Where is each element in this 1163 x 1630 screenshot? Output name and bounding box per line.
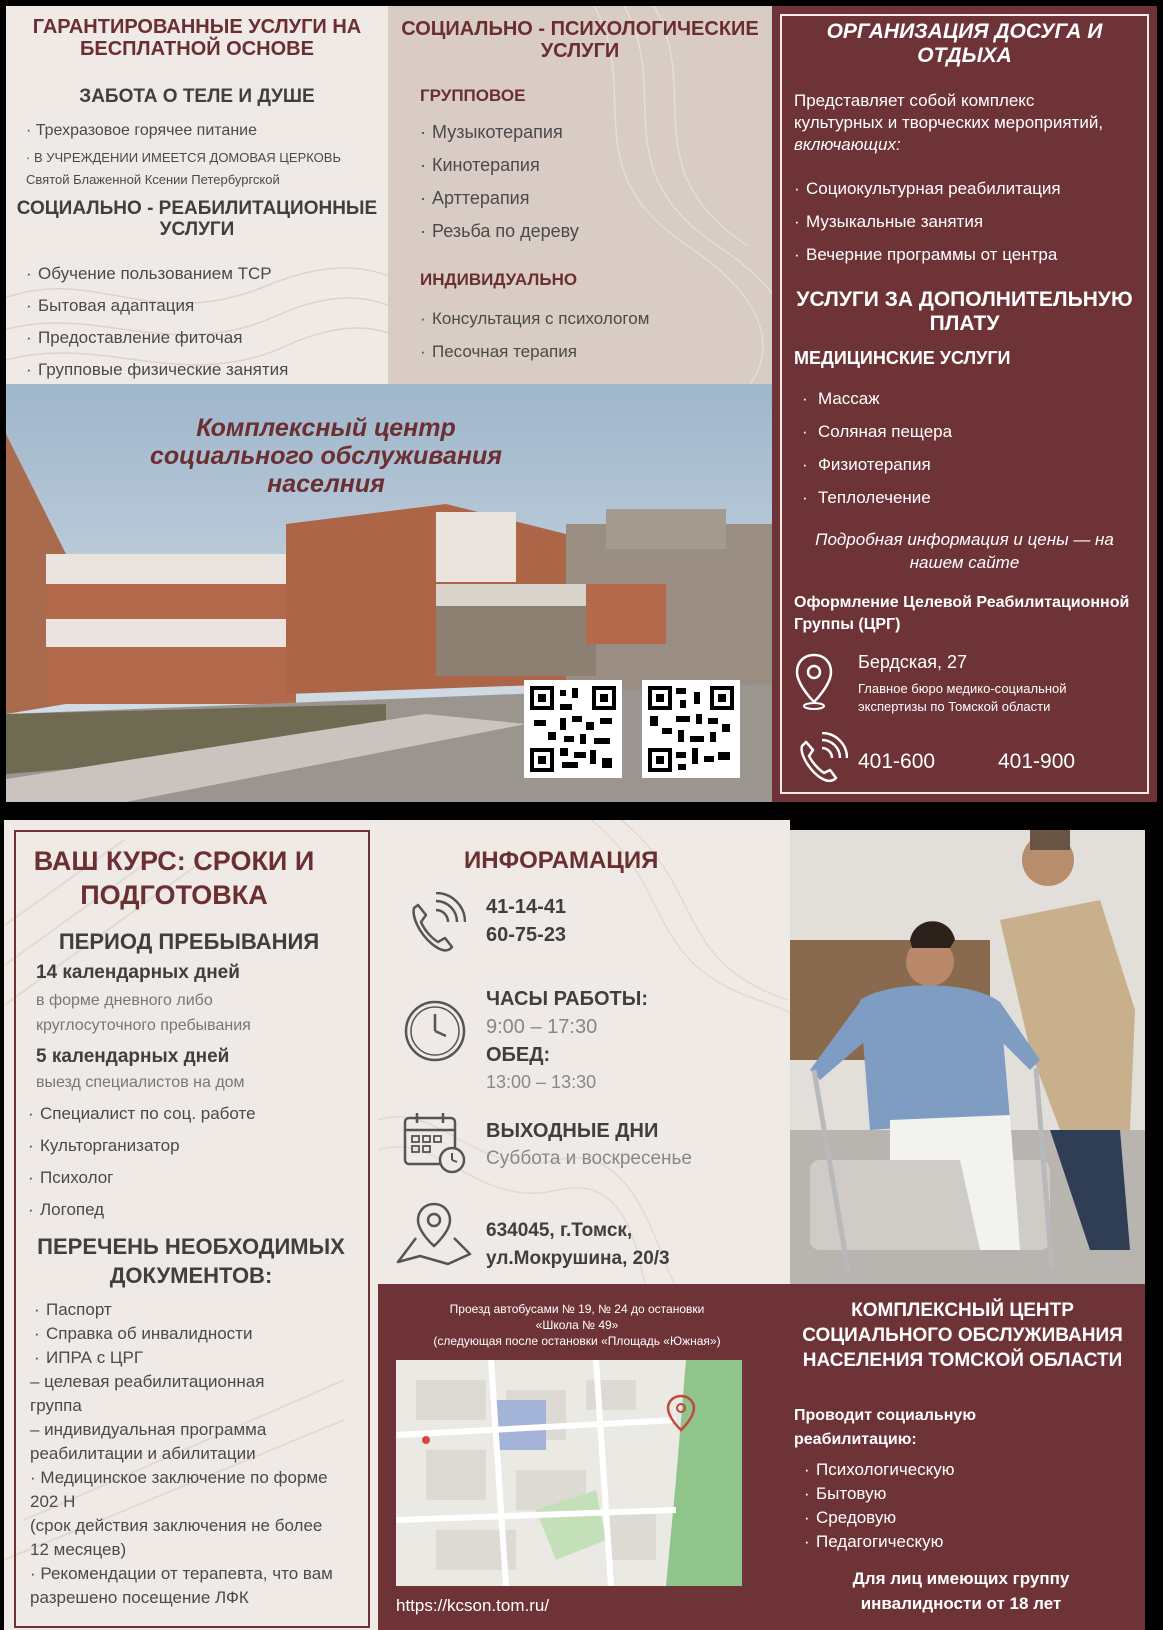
list-item: · Соляная пещера (802, 415, 952, 448)
bottom-col1 (4, 820, 378, 1630)
list-item: · Психолог (28, 1162, 256, 1194)
calendar-icon (402, 1110, 468, 1176)
rehab-list (26, 258, 288, 384)
list-item: · Справка об инвалидности (34, 1322, 252, 1346)
care-subtitle: ЗАБОТА О ТЕЛЕ И ДУШЕ (79, 86, 315, 107)
list-item: · Педагогическую (804, 1530, 955, 1554)
list-item: · Песочная терапия (420, 335, 649, 368)
list-item: · Физиотерапия (802, 448, 952, 481)
rehab-subtitle: СОЦИАЛЬНО - РЕАБИЛИТАЦИОННЫЕ УСЛУГИ (16, 198, 378, 241)
medical-title: МЕДИЦИНСКИЕ УСЛУГИ (794, 348, 1011, 368)
list-item: · Обучение пользованием ТСР (26, 258, 288, 290)
paid-services-title: УСЛУГИ ЗА ДОПОЛНИТЕЛЬНУЮ ПЛАТУ (796, 288, 1133, 335)
list-item: · Бытовая адаптация (26, 290, 288, 322)
photo-caption: Комплексный центр социального обслуживания населния (149, 414, 503, 498)
bus-note-line3: (следующая после остановки «Площадь «Южная») (433, 1334, 721, 1348)
bureau-name: Главное бюро медико-социальной экспертизы по Томской области (858, 681, 1067, 714)
list-item: · Резьба по дереву (420, 215, 579, 248)
list-item: · Социокультурная реабилитация (794, 172, 1061, 205)
medical-conclusion-note: (срок действия заключения не более 12 месяцев) (30, 1516, 323, 1559)
docs-list (34, 1298, 252, 1370)
work-hours: 9:00 – 17:30 (486, 1016, 598, 1038)
crg-explanation: – целевая реабилитационная группа (30, 1372, 265, 1415)
bus-note-line1: Проезд автобусами № 19, № 24 до остановки (449, 1302, 705, 1316)
weekend-days: Суббота и воскресенье (486, 1148, 692, 1169)
list-item: · Арттерапия (420, 182, 579, 215)
info-title: ИНФОРАМАЦИЯ (464, 847, 659, 874)
group-list (420, 116, 579, 248)
qr-pattern (530, 686, 616, 772)
days14-note: в форме дневного либо круглосуточного пребывания (36, 992, 251, 1034)
list-item: · Культорганизатор (28, 1130, 256, 1162)
phone-number[interactable]: 41-14-41 (486, 896, 567, 918)
phone-number[interactable]: 401-600 (858, 750, 936, 773)
crg-address: Бердская, 27 (858, 652, 967, 672)
phone-icon (792, 732, 848, 788)
qr-pattern (648, 686, 734, 772)
address-line2: ул.Мокрушина, 20/3 (486, 1248, 670, 1269)
building-photo (6, 384, 772, 802)
leisure-list (794, 172, 1061, 271)
location-pin-icon (794, 652, 834, 710)
medical-conclusion: · Медицинское заключение по форме 202 Н (30, 1468, 328, 1511)
clock-icon (402, 998, 468, 1064)
rehab-illustration (790, 830, 1145, 1284)
list-item: · Бытовую (804, 1482, 955, 1506)
hours-title: ЧАСЫ РАБОТЫ: (486, 988, 648, 1010)
list-item: · Теплолечение (802, 481, 952, 514)
medical-list (796, 382, 952, 514)
qr-code[interactable] (524, 680, 622, 778)
group-title: ГРУППОВОЕ (420, 86, 526, 105)
list-item: · Психологическую (804, 1458, 955, 1482)
list-item: · Групповые физические занятия (26, 354, 288, 384)
list-item: · Вечерние программы от центра (794, 238, 1061, 271)
docs-title: ПЕРЕЧЕНЬ НЕОБХОДИМЫХ ДОКУМЕНТОВ: (37, 1234, 345, 1288)
provides-title: Проводит социальную реабилитацию: (794, 1407, 976, 1448)
for-whom: Для лиц имеющих группу инвалидности от 18 лет (852, 1569, 1070, 1613)
days5-note: выезд специалистов на дом (36, 1074, 245, 1091)
org-title: КОМПЛЕКСНЫЙ ЦЕНТР СОЦИАЛЬНОГО ОБСЛУЖИВАНИЯ НАСЕЛЕНИЯ ТОМСКОЙ ОБЛАСТИ (802, 1300, 1123, 1371)
ipra-explanation: – индивидуальная программа реабилитации и абилитации (30, 1420, 267, 1463)
top-col2 (388, 6, 772, 384)
bottom-col3 (776, 1284, 1145, 1630)
list-item: · Музыкальные занятия (794, 205, 1061, 238)
address-line1: 634045, г.Томск, (486, 1220, 633, 1241)
list-item: · Кинотерапия (420, 149, 579, 182)
top-col3 (772, 6, 1157, 802)
map-panel (378, 1284, 776, 1630)
list-item: · ИПРА с ЦРГ (34, 1346, 252, 1370)
website-link[interactable]: https://kcson.tom.ru/ (396, 1596, 550, 1615)
indiv-title: ИНДИВИДУАЛЬНО (420, 270, 578, 289)
therapist-recommendation: · Рекомендации от терапевта, что вам разрешено посещение ЛФК (30, 1564, 333, 1607)
care-item: · Трехразовое горячее питание (26, 122, 257, 139)
lunch-title: ОБЕД: (486, 1044, 551, 1066)
days5: 5 календарных дней (36, 1046, 230, 1067)
free-services-title: ГАРАНТИРОВАННЫЕ УСЛУГИ НА БЕСПЛАТНОЙ ОСНОВЕ (32, 16, 362, 61)
phone-number[interactable]: 60-75-23 (486, 924, 567, 946)
list-item: · Консультация с психологом (420, 302, 649, 335)
qr-code[interactable] (642, 680, 740, 778)
lunch-hours: 13:00 – 13:30 (486, 1072, 597, 1092)
bottom-col2 (378, 820, 790, 1284)
leisure-title: ОРГАНИЗАЦИЯ ДОСУГА И ОТДЫХА (826, 20, 1103, 67)
crg-title: Оформление Целевой Реабилитационной Группы (ЦРГ) (794, 594, 1130, 633)
map-graphic (396, 1360, 742, 1586)
phone-icon (402, 892, 466, 956)
list-item: · Музыкотерапия (420, 116, 579, 149)
map-pin-icon (394, 1200, 474, 1270)
church-item: · В УЧРЕЖДЕНИИ ИМЕЕТСЯ ДОМОВАЯ ЦЕРКОВЬ (26, 150, 341, 165)
leisure-intro: Представляет собой комплекс культурных и творческих мероприятий, включающих: (794, 91, 1104, 154)
phone-number[interactable]: 401-900 (998, 750, 1076, 773)
list-item: · Логопед (28, 1194, 256, 1226)
list-item: · Паспорт (34, 1298, 252, 1322)
list-item: · Специалист по соц. работе (28, 1098, 256, 1130)
period-title: ПЕРИОД ПРЕБЫВАНИЯ (58, 929, 320, 954)
indiv-list (420, 302, 649, 368)
staff-list (28, 1098, 256, 1226)
church-line2: Святой Блаженной Ксении Петербургской (26, 172, 280, 187)
list-item: · Средовую (804, 1506, 955, 1530)
weekend-title: ВЫХОДНЫЕ ДНИ (486, 1120, 659, 1142)
site-note: Подробная информация и цены — на нашем сайте (815, 530, 1114, 572)
bus-note-line2: «Школа № 49» (535, 1318, 619, 1332)
rehab-kinds-list (804, 1458, 955, 1554)
top-col1 (6, 6, 388, 384)
list-item: · Предоставление фиточая (26, 322, 288, 354)
street-map[interactable] (396, 1360, 742, 1586)
list-item: · Массаж (802, 382, 952, 415)
psy-services-title: СОЦИАЛЬНО - ПСИХОЛОГИЧЕСКИЕ УСЛУГИ (401, 18, 759, 63)
course-title: ВАШ КУРС: СРОКИ И ПОДГОТОВКА (33, 846, 315, 910)
days14: 14 календарных дней (36, 962, 240, 983)
rehab-photo (790, 830, 1145, 1284)
